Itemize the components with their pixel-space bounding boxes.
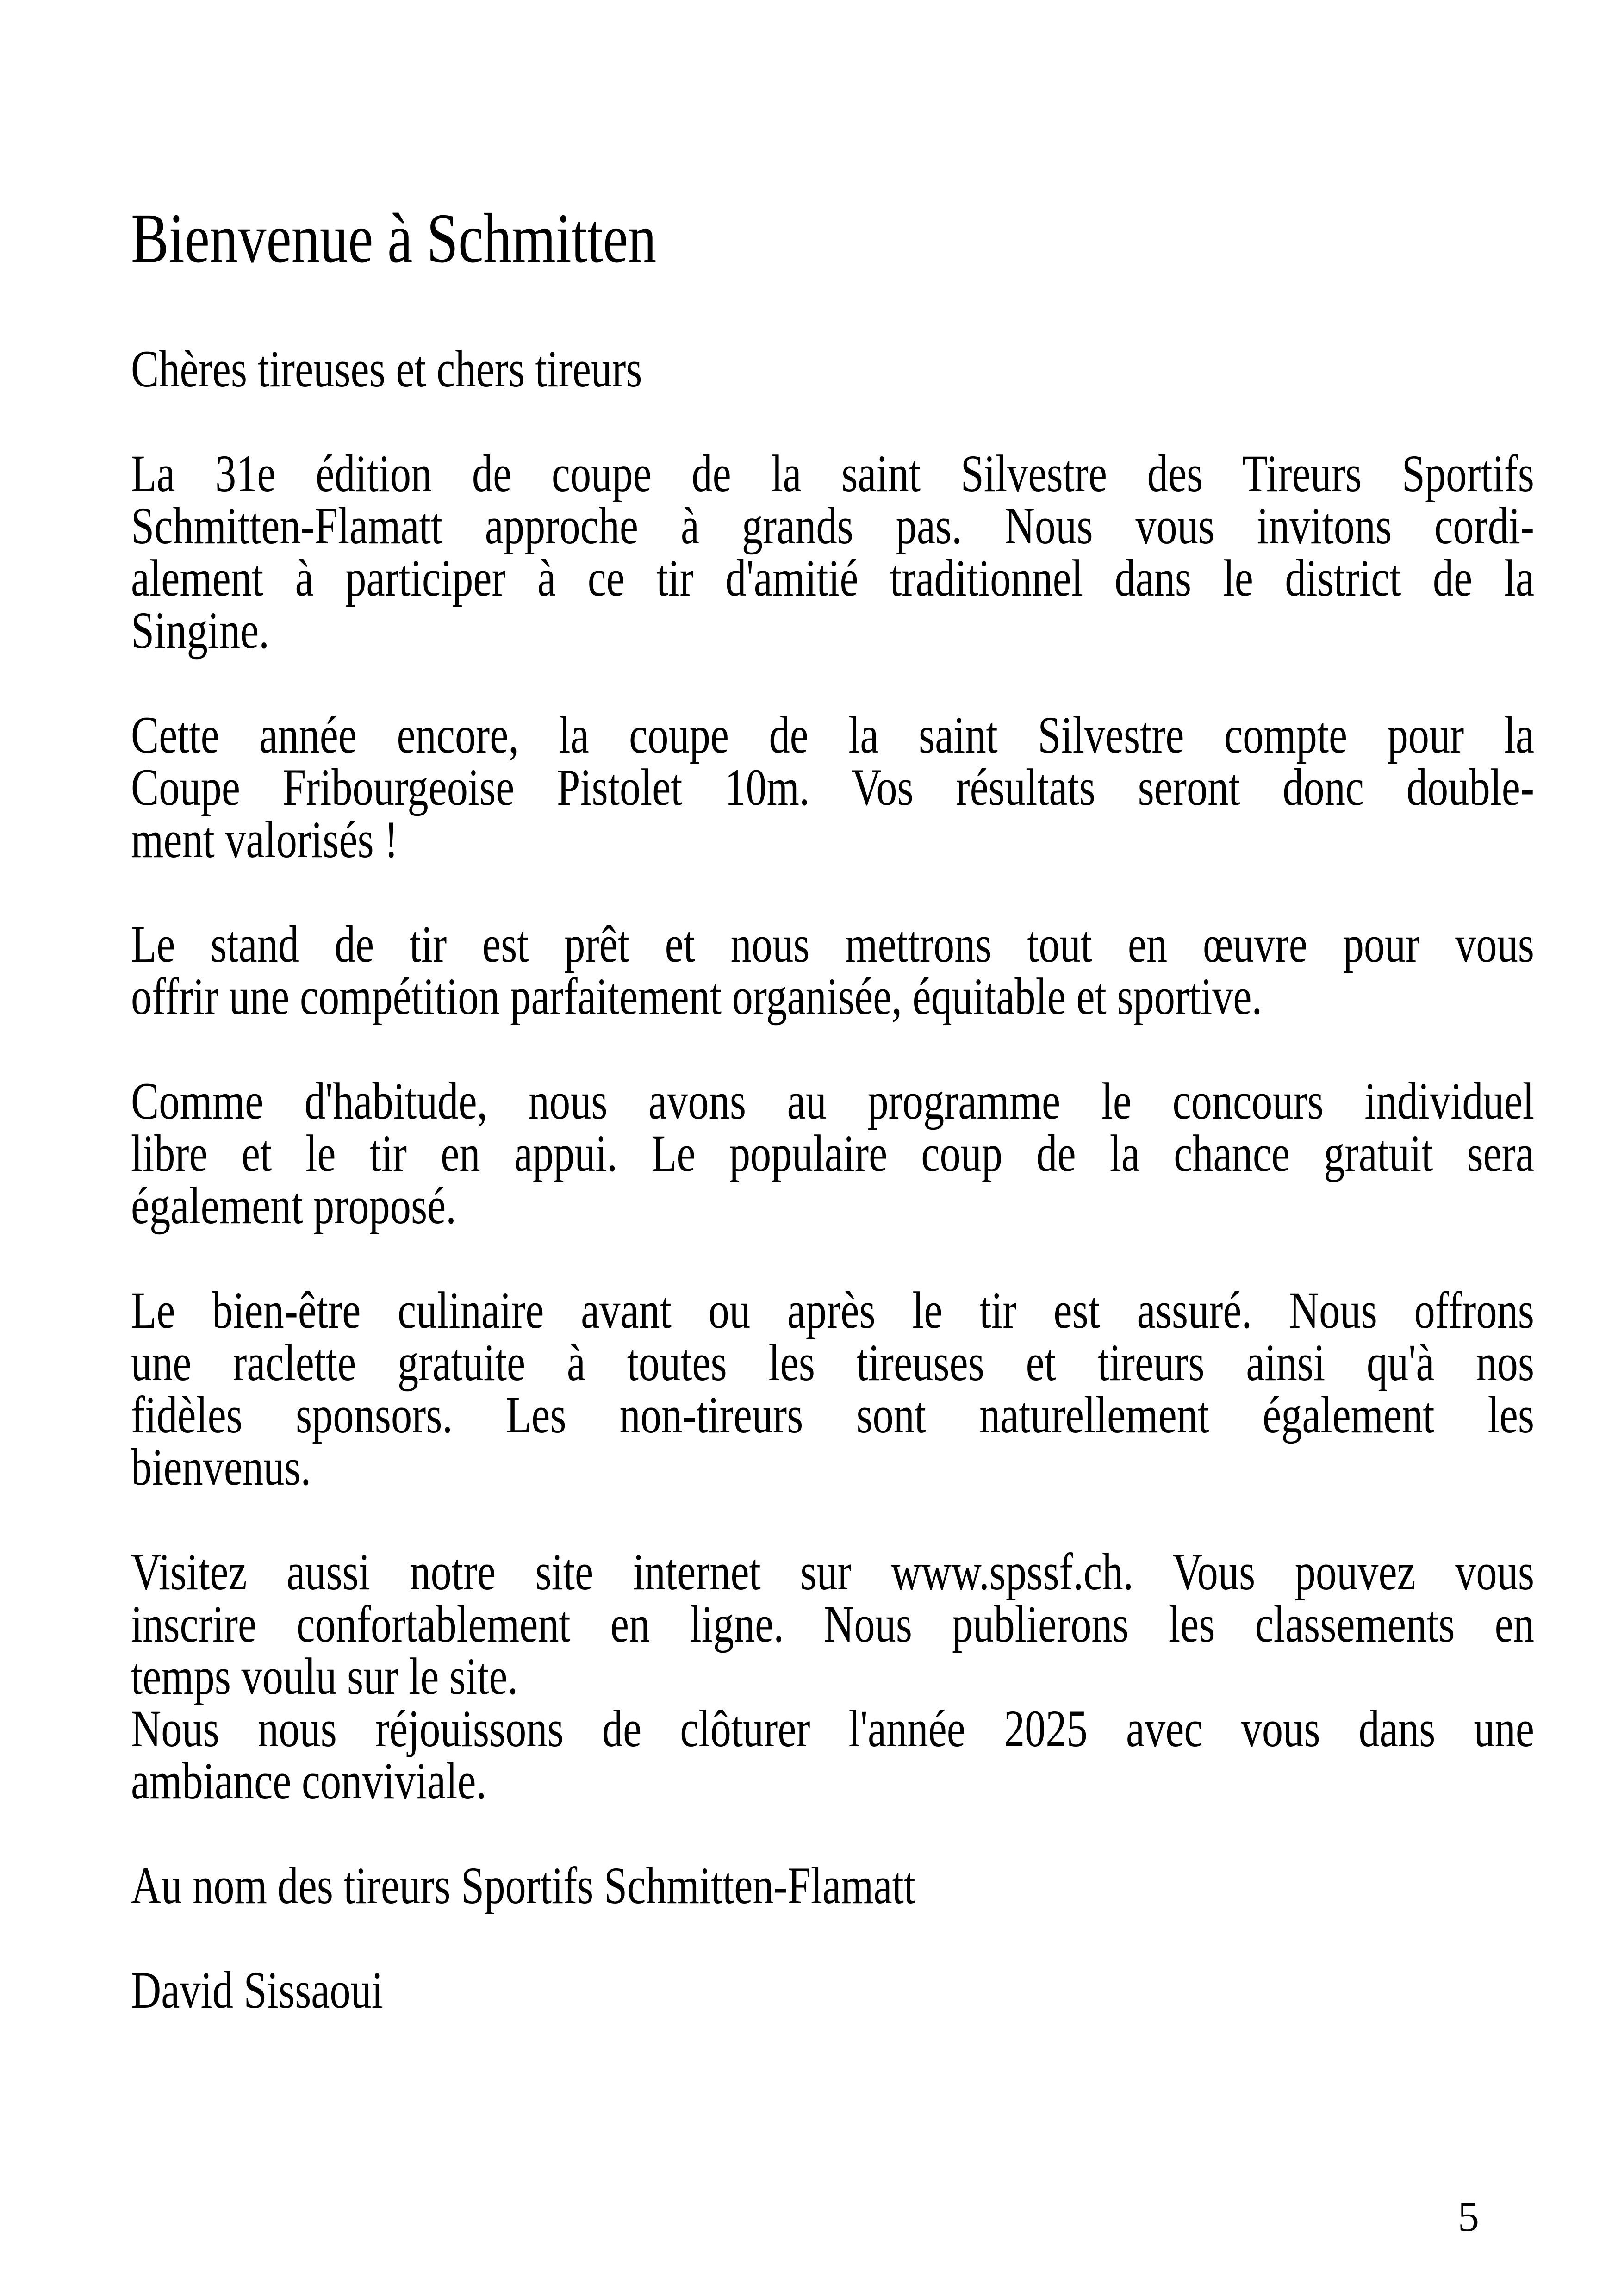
paragraph-line: fidèles sponsors. Les non-tireurs sont naturellement également les (131, 1386, 1534, 1444)
paragraph-line: offrir une compétition parfaitement organisée, équitable et sportive. (131, 968, 1263, 1026)
paragraph (131, 1282, 1534, 1496)
paragraph (131, 706, 1534, 869)
paragraph-line: ment valorisés ! (131, 811, 398, 869)
signature-organization (131, 1857, 1534, 1915)
paragraph (131, 1072, 1534, 1235)
paragraph-line: Nous nous réjouissons de clôturer l'année 2025 avec vous dans une (131, 1700, 1534, 1758)
paragraph-line: Schmitten-Flamatt approche à grands pas. Nous vous invitons cordi- (131, 497, 1534, 555)
paragraph-line: David Sissaoui (131, 1961, 383, 2019)
paragraph-line: une raclette gratuite à toutes les tireuses et tireurs ainsi qu'à nos (131, 1334, 1534, 1392)
paragraph-line: Coupe Fribourgeoise Pistolet 10m. Vos résultats seront donc double- (131, 759, 1534, 816)
paragraph-line: Cette année encore, la coupe de la saint Silvestre compte pour la (131, 706, 1534, 764)
paragraph (131, 1700, 1534, 1810)
paragraph-line: temps voulu sur le site. (131, 1648, 518, 1705)
page-title: Bienvenue à Schmitten (131, 199, 657, 278)
page-number: 5 (1458, 2193, 1479, 2240)
paragraph-line: alement à participer à ce tir d'amitié traditionnel dans le district de la (131, 549, 1534, 607)
paragraph (131, 445, 1534, 660)
paragraph-line: Au nom des tireurs Sportifs Schmitten-Flamatt (131, 1857, 915, 1915)
paragraph (131, 1543, 1534, 1705)
paragraph-line: également proposé. (131, 1177, 456, 1235)
paragraph-line: Le stand de tir est prêt et nous mettrons tout en œuvre pour vous (131, 915, 1534, 973)
paragraph-line: Comme d'habitude, nous avons au programme le concours individuel (131, 1072, 1534, 1130)
paragraph-line: La 31e édition de coupe de la saint Silvestre des Tireurs Sportifs (131, 445, 1534, 503)
signature-name (131, 1961, 1534, 2019)
paragraph-line: ambiance conviviale. (131, 1752, 487, 1810)
paragraph-line: bienvenus. (131, 1438, 311, 1496)
paragraph (131, 915, 1534, 1026)
paragraph-line: Singine. (131, 602, 269, 660)
text-column (131, 0, 1534, 2019)
paragraph-line: Visitez aussi notre site internet sur www.spssf.ch. Vous pouvez vous (131, 1543, 1534, 1601)
paragraph-line: inscrire confortablement en ligne. Nous publierons les classements en (131, 1595, 1534, 1653)
paragraph-line: Le bien-être culinaire avant ou après le tir est assuré. Nous offrons (131, 1282, 1534, 1339)
salutation: Chères tireuses et chers tireurs (131, 340, 642, 398)
paragraph-line: libre et le tir en appui. Le populaire coup de la chance gratuit sera (131, 1125, 1534, 1182)
